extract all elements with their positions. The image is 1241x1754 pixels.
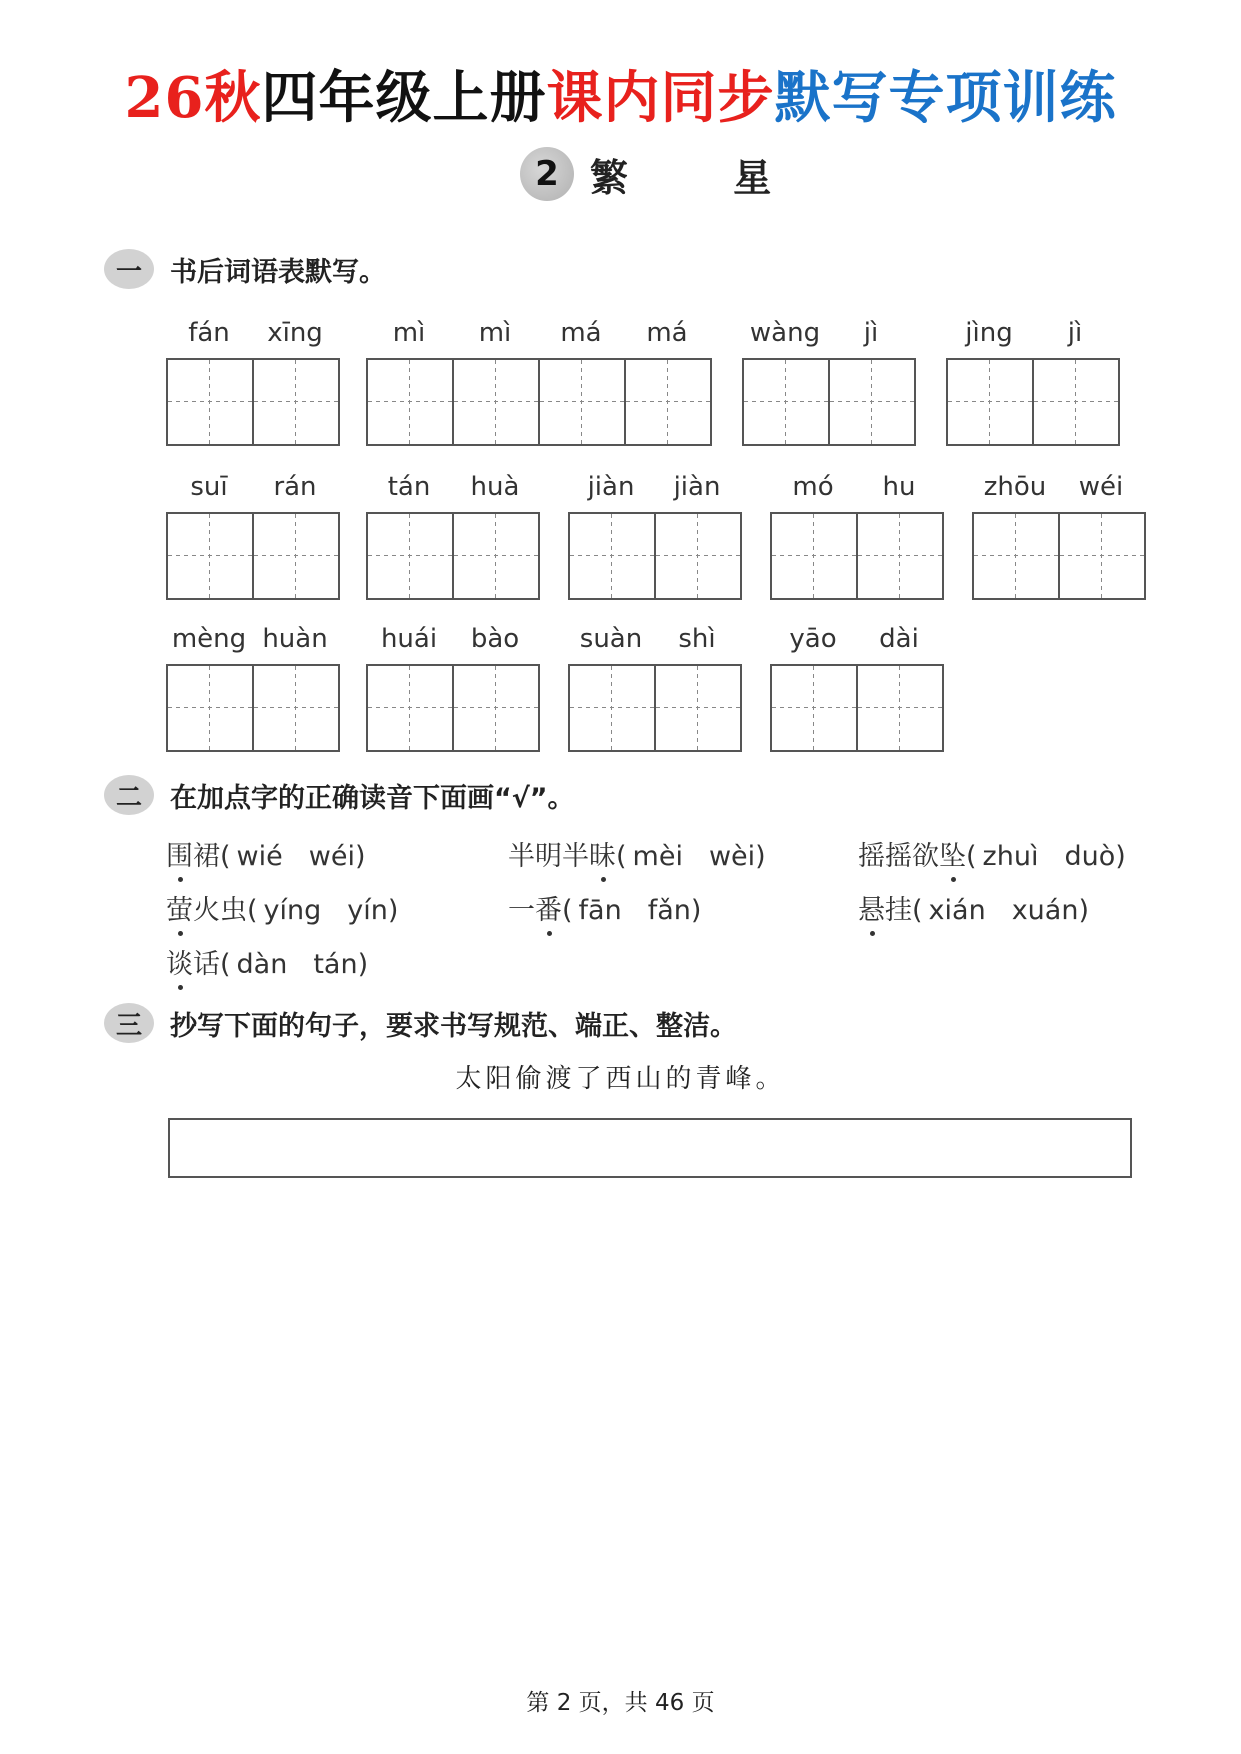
writing-cell[interactable] xyxy=(772,514,858,598)
paren-close: ) xyxy=(690,895,702,926)
writing-cell[interactable] xyxy=(454,666,538,750)
word-grid-item xyxy=(366,318,712,446)
pinyin-label: huái xyxy=(380,624,438,654)
pinyin-label: tán xyxy=(387,472,431,502)
tianzige-grid xyxy=(366,358,712,446)
item-word: 半明半昧 xyxy=(508,841,616,872)
tianzige-grid xyxy=(742,358,916,446)
tianzige-grid xyxy=(366,512,540,600)
paren-open: ( xyxy=(247,895,258,926)
tianzige-grid xyxy=(946,358,1120,446)
writing-cell[interactable] xyxy=(626,360,710,444)
pinyin-label: bào xyxy=(470,624,520,654)
pinyin-option-1[interactable]: mèi xyxy=(632,841,683,872)
emphasis-dot xyxy=(178,877,183,882)
pronunciation-item xyxy=(166,942,368,981)
writing-cell[interactable] xyxy=(744,360,830,444)
writing-cell[interactable] xyxy=(368,666,454,750)
pinyin-option-1[interactable]: wié xyxy=(236,841,283,872)
pinyin-label: má xyxy=(646,318,688,348)
word-grid-item xyxy=(946,318,1120,446)
pinyin-label: má xyxy=(560,318,602,348)
paren-open: ( xyxy=(220,841,231,872)
page-title xyxy=(0,62,1241,134)
pinyin-label: xīng xyxy=(267,318,323,348)
pronunciation-item xyxy=(166,888,398,927)
paren-open: ( xyxy=(220,949,231,980)
pronunciation-item xyxy=(166,834,366,873)
writing-cell[interactable] xyxy=(254,666,338,750)
word-grid-item xyxy=(166,624,340,752)
pinyin-option-2[interactable]: fǎn xyxy=(647,895,691,926)
item-word: 一番 xyxy=(508,895,562,926)
paren-close: ) xyxy=(1115,841,1126,872)
pinyin-option-2[interactable]: duò xyxy=(1064,841,1116,872)
writing-cell[interactable] xyxy=(168,514,254,598)
title-part-sync: 课内同步 xyxy=(546,65,775,131)
pronunciation-item xyxy=(508,888,701,927)
tianzige-grid xyxy=(166,358,340,446)
writing-cell[interactable] xyxy=(368,360,454,444)
pinyin-option-2[interactable]: tán xyxy=(313,949,358,980)
pinyin-option-2[interactable]: wéi xyxy=(308,841,355,872)
pinyin-option-2[interactable]: xuán xyxy=(1011,895,1079,926)
paren-open: ( xyxy=(912,895,923,926)
pinyin-label: suī xyxy=(190,472,228,502)
pinyin-row xyxy=(568,624,742,664)
word-grid-item xyxy=(366,624,540,752)
section-2-badge: 二 xyxy=(104,775,154,815)
item-word: 悬挂 xyxy=(858,895,912,926)
lesson-number-badge: 2 xyxy=(520,147,574,201)
pinyin-label: rán xyxy=(273,472,317,502)
writing-cell[interactable] xyxy=(830,360,914,444)
tianzige-grid xyxy=(770,664,944,752)
pinyin-row xyxy=(770,472,944,512)
writing-cell[interactable] xyxy=(1060,514,1144,598)
paren-close: ) xyxy=(755,841,766,872)
pinyin-option-1[interactable]: yíng xyxy=(263,895,322,926)
writing-cell[interactable] xyxy=(254,514,338,598)
emphasis-dot xyxy=(601,877,606,882)
item-word: 摇摇欲坠 xyxy=(858,841,966,872)
pinyin-label: jì xyxy=(863,318,879,348)
section-1-heading xyxy=(104,244,386,294)
writing-box[interactable] xyxy=(168,1118,1132,1178)
writing-cell[interactable] xyxy=(858,666,942,750)
word-grid-item xyxy=(568,472,742,600)
word-grid-item xyxy=(972,472,1146,600)
tianzige-grid xyxy=(770,512,944,600)
word-grid-item xyxy=(166,472,340,600)
lesson-heading xyxy=(520,142,817,206)
pinyin-label: wéi xyxy=(1078,472,1124,502)
emphasis-dot xyxy=(547,931,552,936)
pinyin-row xyxy=(568,472,742,512)
word-grid-item xyxy=(568,624,742,752)
pinyin-row xyxy=(166,318,340,358)
title-part-grade-year: 26秋 xyxy=(124,65,262,131)
tianzige-grid xyxy=(568,512,742,600)
pinyin-label: yāo xyxy=(789,624,837,654)
word-grid-item xyxy=(366,472,540,600)
writing-cell[interactable] xyxy=(454,360,540,444)
pinyin-option-1[interactable]: xián xyxy=(928,895,986,926)
section-2-heading xyxy=(104,770,575,820)
section-3-badge: 三 xyxy=(104,1003,154,1043)
copy-sentence: 太阳偷渡了西山的青峰。 xyxy=(455,1064,786,1094)
pinyin-label: fán xyxy=(188,318,230,348)
pinyin-label: jiàn xyxy=(673,472,721,502)
pinyin-row xyxy=(946,318,1120,358)
emphasis-dot xyxy=(951,877,956,882)
writing-cell[interactable] xyxy=(772,666,858,750)
paren-close: ) xyxy=(1078,895,1089,926)
tianzige-grid xyxy=(366,664,540,752)
pinyin-row xyxy=(166,624,340,664)
pinyin-label: jìng xyxy=(965,318,1013,348)
section-1-instruction: 书后词语表默写。 xyxy=(170,256,386,288)
item-word: 围裙 xyxy=(166,841,220,872)
pinyin-option-1[interactable]: zhuì xyxy=(982,841,1039,872)
writing-cell[interactable] xyxy=(656,666,740,750)
pinyin-label: hu xyxy=(882,472,916,502)
writing-cell[interactable] xyxy=(454,514,538,598)
section-2-instruction: 在加点字的正确读音下面画“√”。 xyxy=(170,782,575,814)
pinyin-label: suàn xyxy=(579,624,643,654)
paren-open: ( xyxy=(616,841,627,872)
pinyin-option-1[interactable]: dàn xyxy=(236,949,288,980)
pinyin-label: mèng xyxy=(171,624,247,654)
tianzige-grid xyxy=(166,512,340,600)
section-3-instruction: 抄写下面的句子，要求书写规范、端正、整洁。 xyxy=(170,1010,737,1042)
pinyin-option-1[interactable]: fān xyxy=(578,895,622,926)
paren-close: ) xyxy=(387,895,399,926)
pinyin-label: wàng xyxy=(749,318,821,348)
pinyin-row xyxy=(366,472,540,512)
writing-cell[interactable] xyxy=(570,666,656,750)
writing-cell[interactable] xyxy=(974,514,1060,598)
writing-cell[interactable] xyxy=(948,360,1034,444)
pinyin-label: huà xyxy=(470,472,520,502)
pinyin-label: mì xyxy=(478,318,512,348)
writing-cell[interactable] xyxy=(254,360,338,444)
pronunciation-item xyxy=(858,888,1089,927)
writing-cell[interactable] xyxy=(570,514,656,598)
title-part-training: 默写专项训练 xyxy=(774,65,1117,131)
emphasis-dot xyxy=(870,931,875,936)
section-3-heading xyxy=(104,998,737,1048)
tianzige-grid xyxy=(568,664,742,752)
pinyin-label: jì xyxy=(1067,318,1083,348)
paren-open: ( xyxy=(562,895,573,926)
section-1-badge: 一 xyxy=(104,249,154,289)
pinyin-row xyxy=(742,318,916,358)
item-word: 萤火虫 xyxy=(166,895,247,926)
tianzige-grid xyxy=(972,512,1146,600)
pinyin-label: zhōu xyxy=(983,472,1047,502)
tianzige-grid xyxy=(166,664,340,752)
pinyin-row xyxy=(972,472,1146,512)
writing-cell[interactable] xyxy=(656,514,740,598)
pinyin-label: shì xyxy=(678,624,716,654)
lesson-title: 繁 星 xyxy=(590,155,818,200)
paren-open: ( xyxy=(966,841,977,872)
pronunciation-item xyxy=(508,834,766,873)
page-footer: 第 2 页，共 46 页 xyxy=(526,1690,715,1716)
word-grid-item xyxy=(770,624,944,752)
writing-cell[interactable] xyxy=(1034,360,1118,444)
pinyin-row xyxy=(366,624,540,664)
pinyin-option-2[interactable]: yín xyxy=(347,895,388,926)
pinyin-label: dài xyxy=(879,624,919,654)
word-grid-item xyxy=(770,472,944,600)
pinyin-label: huàn xyxy=(262,624,328,654)
writing-cell[interactable] xyxy=(858,514,942,598)
item-word: 谈话 xyxy=(166,949,220,980)
writing-cell[interactable] xyxy=(540,360,626,444)
writing-cell[interactable] xyxy=(368,514,454,598)
pronunciation-item xyxy=(858,834,1126,873)
title-part-grade: 四年级上册 xyxy=(261,65,547,131)
paren-close: ) xyxy=(354,841,366,872)
pinyin-option-2[interactable]: wèi xyxy=(708,841,756,872)
pinyin-row xyxy=(166,472,340,512)
pinyin-row xyxy=(366,318,712,358)
emphasis-dot xyxy=(178,931,183,936)
word-grid-item xyxy=(166,318,340,446)
paren-close: ) xyxy=(357,949,369,980)
emphasis-dot xyxy=(178,985,183,990)
pinyin-label: mó xyxy=(792,472,834,502)
writing-cell[interactable] xyxy=(168,360,254,444)
pinyin-row xyxy=(770,624,944,664)
word-grid-item xyxy=(742,318,916,446)
writing-cell[interactable] xyxy=(168,666,254,750)
pinyin-label: jiàn xyxy=(587,472,635,502)
pinyin-label: mì xyxy=(392,318,426,348)
